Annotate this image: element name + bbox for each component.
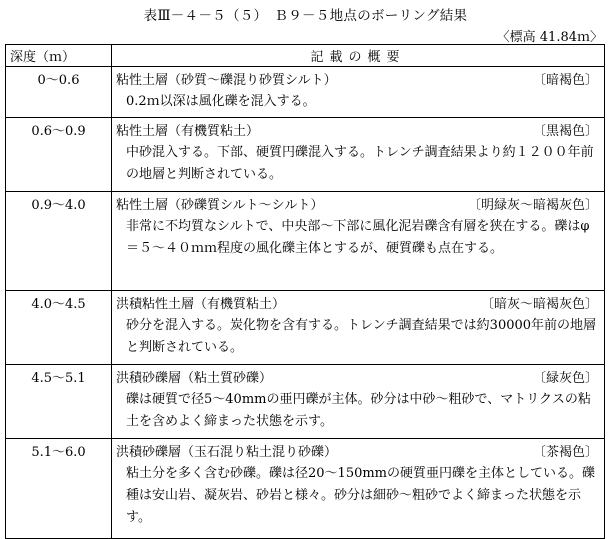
depth-cell: 5.1～6.0 [6,439,112,539]
layer-description: 粘土分を多く含む砂礫。礫は径20～150mmの硬質亜円礫を主体としている。礫種は安山岩、凝灰岩、砂岩と様々。砂分は細砂～粗砂でよく締まった状態を示す。 [126,466,596,525]
table-title: 表Ⅲ－４－５（５） Ｂ９－５地点のボーリング結果 [143,8,468,24]
description-cell [112,118,605,192]
layer-description: 0.2ｍ以深は風化礫を混入する。 [126,94,316,109]
description-cell [112,192,605,291]
table-row [6,192,605,291]
depth-cell: 0.6～0.9 [6,118,112,192]
description-cell [112,67,605,118]
layer-name: 洪積粘性土層（有機質粘土） [116,297,286,312]
elevation-label: 〈標高 41.84ｍ〉 [496,30,603,45]
depth-cell: 4.0～4.5 [6,291,112,365]
depth-cell: 0～0.6 [6,67,112,118]
layer-color: 〔緑灰色〕 [532,371,598,386]
description-cell [112,291,605,365]
table-row [6,67,605,118]
layer-color: 〔茶褐色〕 [532,445,598,460]
table-row [6,118,605,192]
description-cell [112,365,605,439]
layer-description: 礫は硬質で径5～40mmの亜円礫が主体。砂分は中砂～粗砂で、マトリクスの粘土を含めよく締まった状態を示す。 [126,392,591,429]
layer-color: 〔黒褐色〕 [532,124,598,139]
layer-color: 〔明緑灰～暗褐灰色〕 [467,198,598,213]
header-row [6,45,605,67]
layer-name: 洪積砂礫層（粘土質砂礫） [116,371,273,386]
layer-name: 粘性土層（砂質～礫混り砂質シルト） [116,73,337,88]
layer-color: 〔暗褐色〕 [532,73,598,88]
layer-description: 砂分を混入する。炭化物を含有する。トレンチ調査結果では約30000年前の地層と判断されている。 [126,318,597,355]
layer-description: 非常に不均質なシルトで、中央部～下部に風化泥岩礫含有層を狭在する。礫はφ＝５～４０ｍｍ程度の風化礫主体とするが、硬質礫も点在する。 [126,219,590,256]
layer-description: 中砂混入する。下部、硬質円礫混入する。トレンチ調査結果より約１２００年前の地層と判断されている。 [126,145,594,182]
description-cell [112,439,605,539]
layer-color: 〔暗灰～暗褐灰色〕 [480,297,598,312]
depth-header: 深度（ｍ） [6,45,112,67]
layer-name: 洪積砂礫層（玉石混り粘土混り砂礫） [116,445,338,460]
depth-cell: 4.5～5.1 [6,365,112,439]
layer-name: 粘性土層（砂礫質シルト～シルト） [116,198,324,213]
table-row [6,439,605,539]
layer-name: 粘性土層（有機質粘土） [116,124,260,139]
depth-cell: 0.9～4.0 [6,192,112,291]
table-row [6,291,605,365]
description-header: 記載の概要 [112,45,605,67]
boring-log-table [5,44,605,539]
table-row [6,365,605,439]
